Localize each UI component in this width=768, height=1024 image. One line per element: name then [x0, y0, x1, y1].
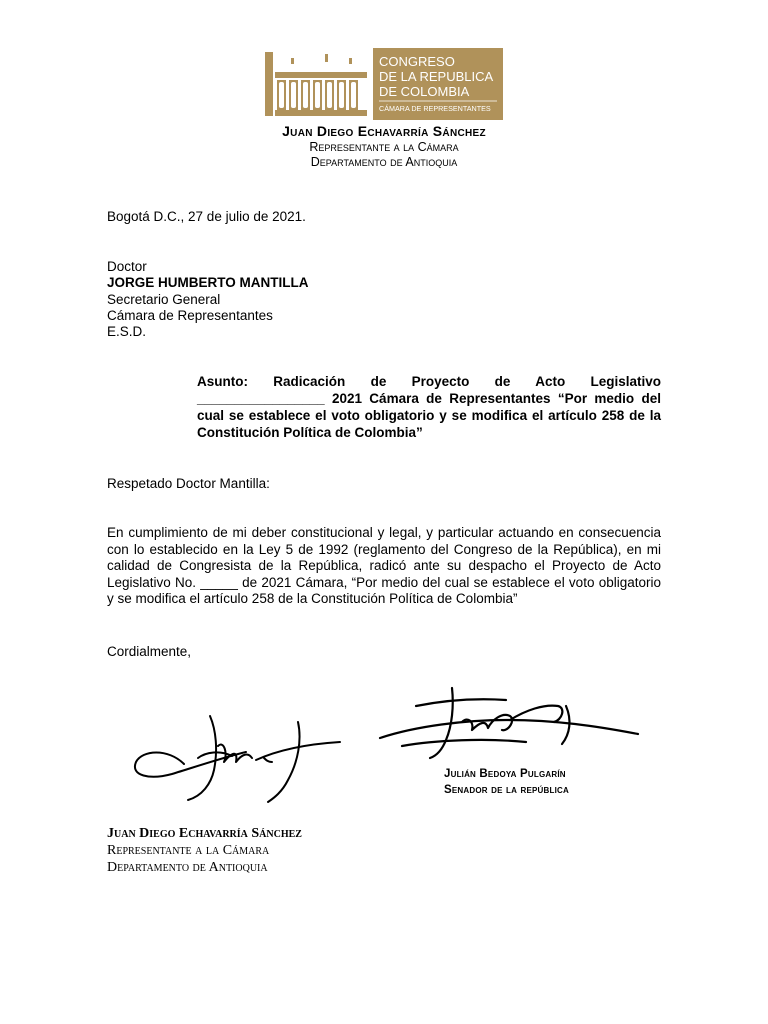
subject-text: Radicación de Proyecto de Acto Legislativo _________________ 2021 Cámara de Representantes “Por medio del cual se establece el voto obligatorio y se modifica el artículo 258 de la Constitución Política de Colombia”	[197, 374, 661, 440]
senator-role: Senador de la república	[444, 784, 569, 796]
congress-logo	[265, 48, 503, 120]
header-name: Juan Diego Echavarría Sánchez	[282, 123, 486, 139]
recipient-abbr: E.S.D.	[107, 324, 147, 339]
senator-name: Julián Bedoya Pulgarín	[444, 768, 566, 780]
subject-label: Asunto:	[197, 374, 248, 389]
body-paragraph: En cumplimiento de mi deber constitucional y legal, y particular actuando en consecuencia con lo establecido en la Ley 5 de 1992 (reglamento del Congreso de la República), en mi calidad de Congresista de la República, radicó ante su despacho el Proyecto de Acto Legislativo No. _____ de 2021 Cámara, “Por medio del cual se establece el voto obligatorio y se modifica el artículo 258 de la Constitución Política de Colombia”	[107, 525, 661, 606]
signer-role: Representante a la Cámara	[107, 843, 270, 858]
logo-line2: DE LA REPUBLICA	[379, 69, 494, 84]
header-role: Representante a la Cámara	[309, 140, 459, 154]
recipient-title: Doctor	[107, 259, 147, 274]
signer-name: Juan Diego Echavarría Sánchez	[107, 826, 302, 841]
handwritten-signature-right	[376, 676, 642, 768]
recipient-position: Secretario General	[107, 292, 221, 307]
handwritten-signature-left	[128, 700, 348, 810]
closing: Cordialmente,	[107, 644, 192, 659]
recipient-name: JORGE HUMBERTO MANTILLA	[107, 275, 309, 290]
logo-line3: DE COLOMBIA	[379, 84, 470, 99]
subject-block	[197, 373, 661, 441]
signer-department: Departamento de Antioquia	[107, 860, 268, 875]
logo-line1: CONGRESO	[379, 54, 455, 69]
place-date: Bogotá D.C., 27 de julio de 2021.	[107, 209, 306, 224]
greeting: Respetado Doctor Mantilla:	[107, 476, 270, 491]
recipient-institution: Cámara de Representantes	[107, 308, 273, 323]
logo-line4: CÁMARA DE REPRESENTANTES	[379, 104, 491, 113]
header-department: Departamento de Antioquia	[310, 155, 458, 169]
